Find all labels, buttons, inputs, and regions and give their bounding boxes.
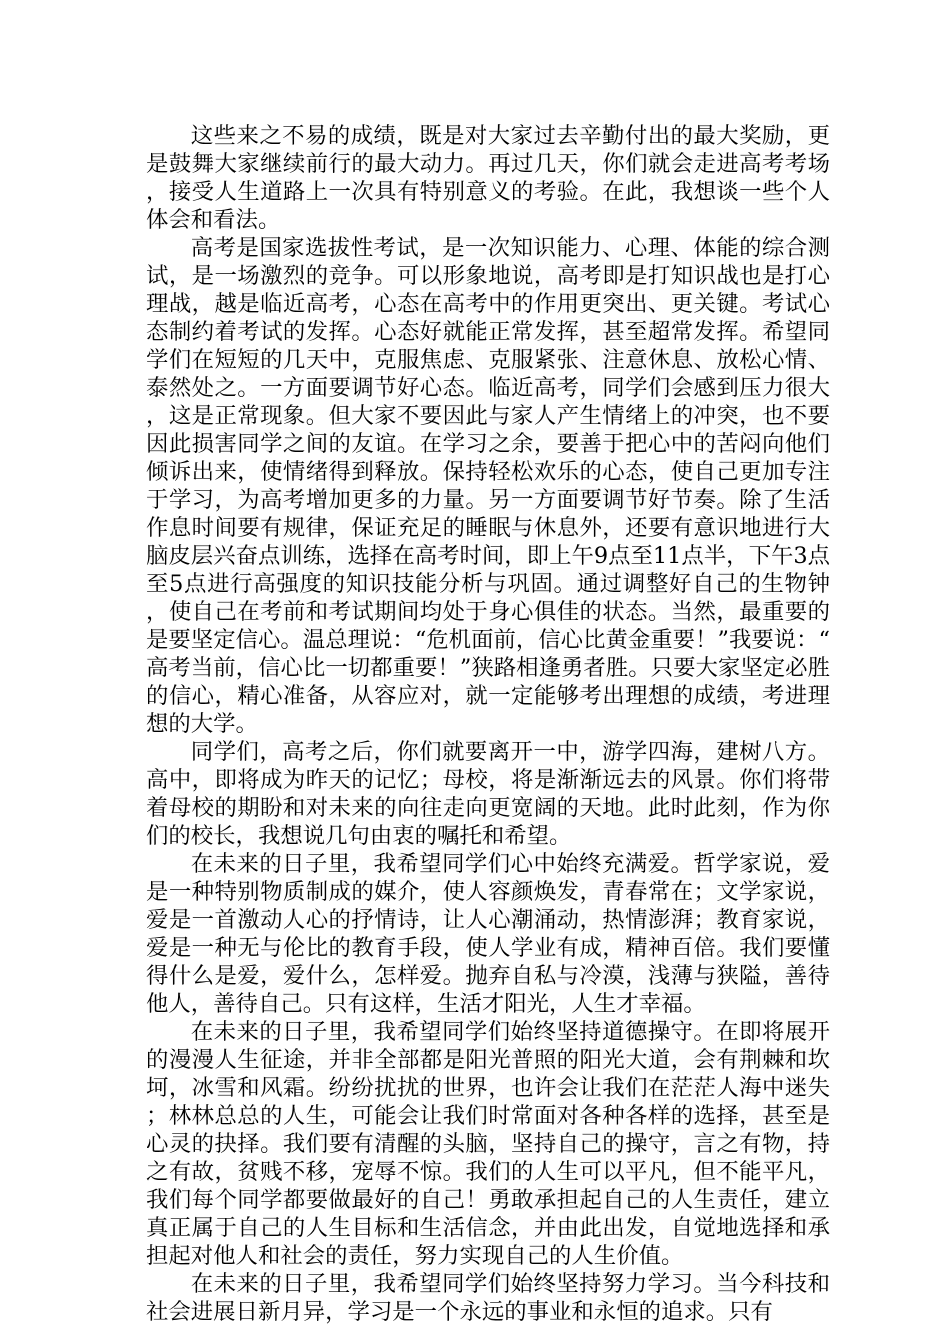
document-body — [146, 122, 830, 1326]
paragraph-2: 高考是国家选拔性考试，是一次知识能力、心理、体能的综合测试，是一场激烈的竞争。可以形象地说，高考即是打知识战也是打心理战，越是临近高考，心态在高考中的作用更突出、更关键。考试心态制约着考试的发挥。心态好就能正常发挥，甚至超常发挥。希望同学们在短短的几天中，克服焦虑、克服紧张、注意休息、放松心情、泰然处之。一方面要调节好心态。临近高考，同学们会感到压力很大，这是正常现象。但大家不要因此与家人产生情绪上的冲突，也不要因此损害同学之间的友谊。在学习之余，要善于把心中的苦闷向他们倾诉出来，使情绪得到释放。保持轻松欢乐的心态，使自己更加专注于学习，为高考增加更多的力量。另一方面要调节好节奏。除了生活作息时间要有规律，保证充足的睡眠与休息外，还要有意识地进行大脑皮层兴奋点训练，选择在高考时间，即上午9点至11点半，下午3点至5点进行高强度的知识技能分析与巩固。通过调整好自己的生物钟，使自己在考前和考试期间均处于身心俱佳的状态。当然，最重要的是要坚定信心。温总理说：“危机面前，信心比黄金重要！”我要说：“高考当前，信心比一切都重要！”狭路相逢勇者胜。只要大家坚定必胜的信心，精心准备，从容应对，就一定能够考出理想的成绩，考进理想的大学。 — [146, 235, 830, 737]
paragraph-4: 在未来的日子里，我希望同学们心中始终充满爱。哲学家说，爱是一种特别物质制成的媒介，使人容颜焕发，青春常在；文学家说，爱是一首激动人心的抒情诗，让人心潮涌动，热情澎湃；教育家说，爱是一种无与伦比的教育手段，使人学业有成，精神百倍。我们要懂得什么是爱，爱什么，怎样爱。抛弃自私与冷漠，浅薄与狭隘，善待他人，善待自己。只有这样，生活才阳光，人生才幸福。 — [146, 851, 830, 1017]
paragraph-6: 在未来的日子里，我希望同学们始终坚持努力学习。当今科技和社会进展日新月异，学习是一个永远的事业和永恒的追求。只有 — [146, 1271, 830, 1325]
paragraph-5: 在未来的日子里，我希望同学们始终坚持道德操守。在即将展开的漫漫人生征途，并非全部都是阳光普照的阳光大道，会有荆棘和坎坷，冰雪和风霜。纷纷扰扰的世界，也许会让我们在茫茫人海中迷失；林林总总的人生，可能会让我们时常面对各种各样的选择，甚至是心灵的抉择。我们要有清醒的头脑，坚持自己的操守，言之有物，持之有故，贫贱不移，宠辱不惊。我们的人生可以平凡，但不能平凡，我们每个同学都要做最好的自己！勇敢承担起自己的人生责任，建立真正属于自己的人生目标和生活信念，并由此出发，自觉地选择和承担起对他人和社会的责任，努力实现自己的人生价值。 — [146, 1019, 830, 1269]
paragraph-1: 这些来之不易的成绩，既是对大家过去辛勤付出的最大奖励，更是鼓舞大家继续前行的最大动力。再过几天，你们就会走进高考考场，接受人生道路上一次具有特别意义的考验。在此，我想谈一些个人体会和看法。 — [146, 123, 830, 233]
paragraph-3: 同学们，高考之后，你们就要离开一中，游学四海，建树八方。高中，即将成为昨天的记忆；母校，将是渐渐远去的风景。你们将带着母校的期盼和对未来的向往走向更宽阔的天地。此时此刻，作为你们的校长，我想说几句由衷的嘱托和希望。 — [146, 739, 830, 849]
